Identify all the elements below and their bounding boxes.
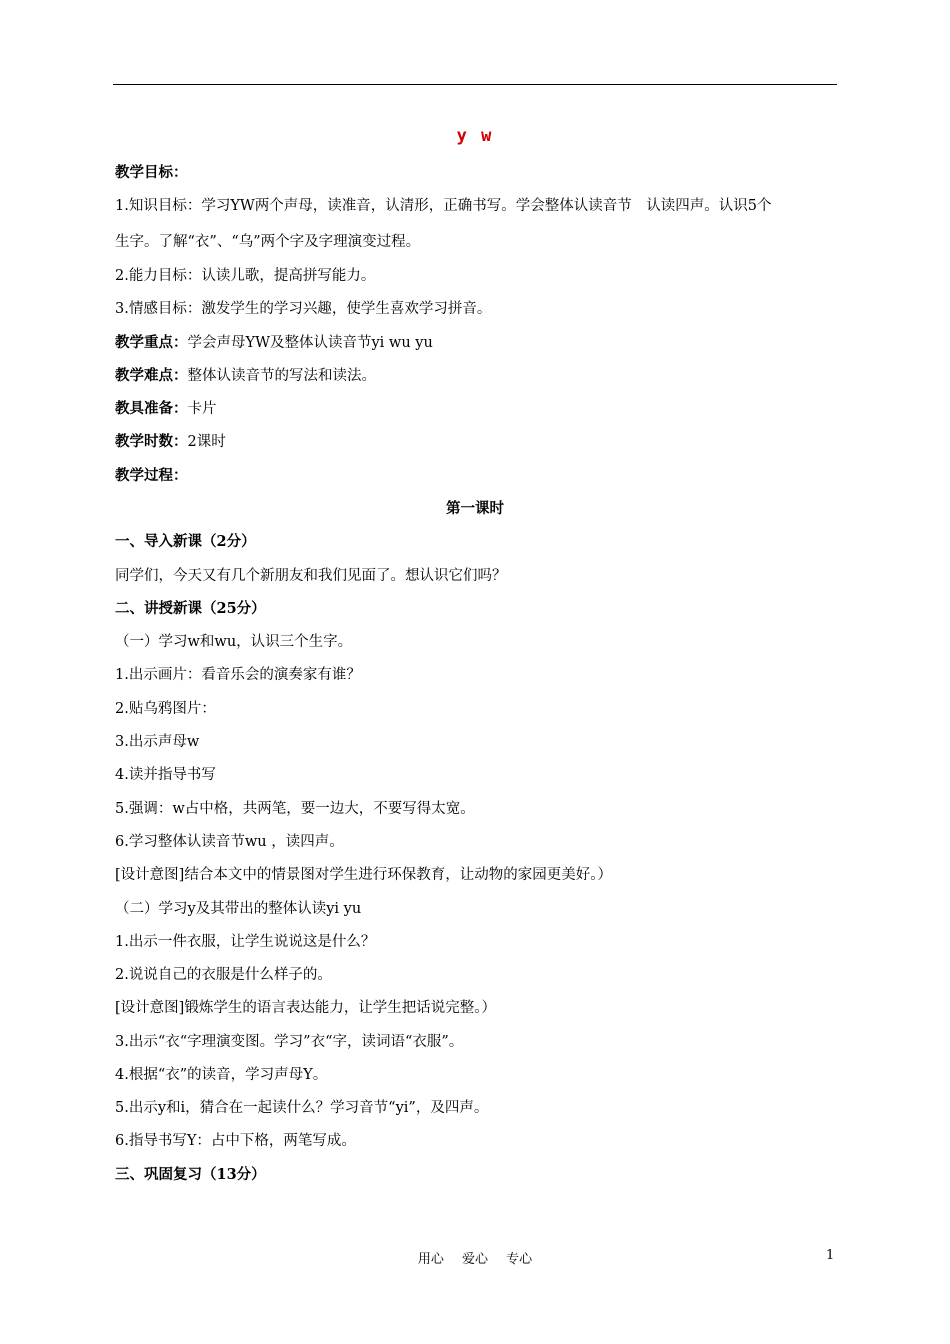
key-point-label: 教学重点： (115, 334, 188, 351)
difficulty-text: 整体认读音节的写法和读法。 (187, 368, 376, 384)
list-item: 3.出示“衣“字理演变图。学习”衣“字，读词语“衣服”。 (115, 1034, 464, 1050)
list-item: 4.读并指导书写 (115, 767, 216, 783)
design-note: [设计意图]锻炼学生的语言表达能力，让学生把话说完整。） (115, 1000, 497, 1016)
materials (115, 399, 840, 419)
objectives-heading: 教学目标： (115, 164, 188, 181)
list-item: 2.说说自己的衣服是什么样子的。 (115, 967, 332, 983)
part1-heading: （一）学习w和wu，认识三个生字。 (115, 634, 353, 650)
hours-text: 2课时 (187, 434, 226, 450)
list-item: 2.贴乌鸦图片： (115, 701, 216, 717)
difficulty-label: 教学难点： (115, 367, 188, 384)
list-item: 1.出示一件衣服，让学生说说这是什么？ (115, 934, 376, 950)
list-item: 6.学习整体认读音节wu ，读四声。 (115, 834, 344, 850)
key-point (115, 333, 840, 353)
lesson-title: 第一课时 (446, 500, 504, 517)
intro-text: 同学们，今天又有几个新朋友和我们见面了。想认识它们吗？ (115, 568, 507, 584)
list-item: 5.强调：w占中格，共两笔，要一边大，不要写得太宽。 (115, 801, 475, 817)
part2-heading: （二）学习y及其带出的整体认读yi yu (115, 901, 362, 917)
document-title: y w (456, 126, 494, 146)
list-item: 5.出示y和i，猜合在一起读什么？学习音节“yi”，及四声。 (115, 1100, 489, 1116)
materials-label: 教具准备： (115, 400, 188, 417)
key-point-text: 学会声母YW及整体认读音节yi wu yu (187, 335, 433, 351)
intro-heading: 一、导入新课（2分） (115, 533, 256, 550)
page-number: 1 (826, 1248, 835, 1263)
difficulty (115, 366, 840, 386)
teach-heading: 二、讲授新课（25分） (115, 600, 266, 617)
objective-knowledge-cont: 生字。了解“衣”、“乌”两个字及字理演变过程。 (115, 234, 421, 250)
objective-emotion: 3.情感目标：激发学生的学习兴趣，使学生喜欢学习拼音。 (115, 301, 492, 317)
list-item: 1.出示画片：看音乐会的演奏家有谁？ (115, 667, 361, 683)
header-rule (113, 84, 837, 85)
design-note: [设计意图]结合本文中的情景图对学生进行环保教育，让动物的家园更美好。） (115, 867, 613, 883)
objective-knowledge: 1.知识目标：学习YW两个声母，读准音，认清形，正确书写。学会整体认读音节 认读四声。认识5个 (115, 198, 772, 214)
footer-text: 用心 爱心 专心 (417, 1252, 533, 1267)
list-item: 3.出示声母w (115, 734, 200, 750)
review-heading: 三、巩固复习（13分） (115, 1166, 266, 1183)
list-item: 6.指导书写Y：占中下格，两笔写成。 (115, 1133, 356, 1149)
objective-ability: 2.能力目标：认读儿歌，提高拼写能力。 (115, 268, 376, 284)
process-heading: 教学过程： (115, 467, 188, 484)
list-item: 4.根据“衣”的读音，学习声母Y。 (115, 1067, 328, 1083)
materials-text: 卡片 (187, 401, 217, 417)
hours-label: 教学时数： (115, 433, 188, 450)
hours (115, 432, 840, 452)
